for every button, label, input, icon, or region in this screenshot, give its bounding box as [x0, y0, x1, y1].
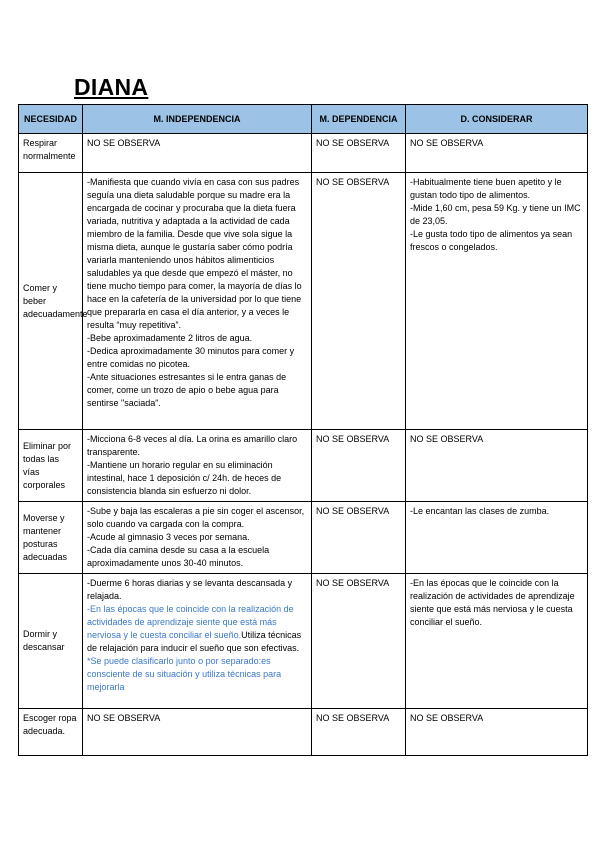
- independencia-text: -En las épocas que le coincide con la realización de actividades de aprendizaje siente que está más nerviosa y le cuesta conciliar el sueño.: [87, 604, 294, 640]
- dependencia-text: NO SE OBSERVA: [316, 177, 390, 187]
- cell-dependencia: [312, 502, 406, 574]
- independencia-text: -Dedica aproximadamente 30 minutos para comer y entre comidas no picotea.: [87, 346, 295, 369]
- necesidad-text: Comer y beber adecuadamente: [23, 282, 88, 319]
- considerar-text: -En las épocas que le coincide con la realización de actividades de aprendizaje siente que está más nerviosa y le cuesta conciliar el sueño.: [410, 578, 575, 627]
- cell-dependencia: [312, 134, 406, 173]
- independencia-text: -Cada día camina desde su casa a la escuela aproximadamente unos 30-40 minutos.: [87, 545, 270, 568]
- considerar-text: -Mide 1,60 cm, pesa 59 Kg. y tiene un IMC de 23,05.: [410, 203, 581, 226]
- cell-considerar: [406, 173, 588, 430]
- considerar-text: NO SE OBSERVA: [410, 434, 484, 444]
- header-considerar: D. CONSIDERAR: [406, 105, 588, 134]
- cell-necesidad: [19, 574, 83, 709]
- independencia-text: NO SE OBSERVA: [87, 713, 161, 723]
- independencia-paragraph: [87, 332, 307, 345]
- independencia-text: -Bebe aproximadamente 2 litros de agua.: [87, 333, 253, 343]
- dependencia-text: NO SE OBSERVA: [316, 138, 390, 148]
- independencia-text: *Se puede clasificarlo junto o por separado:es consciente de su situación y utiliza técnicas para mejorarla: [87, 656, 282, 692]
- independencia-text: -Acude al gimnasio 3 veces por semana.: [87, 532, 250, 542]
- cell-necesidad: [19, 709, 83, 756]
- table-body: [19, 134, 588, 756]
- independencia-text: -Sube y baja las escaleras a pie sin coger el ascensor, solo cuando va cargada con la compra.: [87, 506, 305, 529]
- independencia-paragraph: [87, 459, 307, 498]
- independencia-paragraph: [87, 176, 307, 332]
- cell-considerar: [406, 502, 588, 574]
- independencia-text: -Ante situaciones estresantes si le entra ganas de comer, come un trozo de apio o bebe agua para sentirse "saciada".: [87, 372, 287, 408]
- independencia-paragraph: [87, 371, 307, 410]
- header-necesidad: NECESIDAD: [19, 105, 83, 134]
- cell-necesidad: [19, 173, 88, 430]
- cell-necesidad: [19, 502, 83, 574]
- table-row: [19, 502, 588, 574]
- dependencia-text: NO SE OBSERVA: [316, 713, 390, 723]
- cell-independencia: [83, 430, 312, 502]
- dependencia-text: NO SE OBSERVA: [316, 434, 390, 444]
- table-row: [19, 709, 588, 756]
- independencia-text: -Duerme 6 horas diarias y se levanta descansada y relajada.: [87, 578, 293, 601]
- considerar-text: -Le gusta todo tipo de alimentos ya sean frescos o congelados.: [410, 229, 573, 252]
- header-dependencia: M. DEPENDENCIA: [312, 105, 406, 134]
- necesidad-text: Moverse y mantener posturas adecuadas: [23, 512, 68, 562]
- page-title: DIANA: [74, 74, 149, 100]
- necesidad-text: Eliminar por todas las vías corporales: [23, 440, 72, 490]
- independencia-paragraph: [87, 577, 307, 603]
- considerar-text: NO SE OBSERVA: [410, 138, 484, 148]
- cell-independencia: [83, 709, 312, 756]
- considerar-text: NO SE OBSERVA: [410, 713, 484, 723]
- considerar-text: -Le encantan las clases de zumba.: [410, 506, 550, 516]
- necesidad-text: Respirar normalmente: [23, 138, 76, 161]
- considerar-text: -Habitualmente tiene buen apetito y le gustan todo tipo de alimentos.: [410, 177, 562, 200]
- cell-independencia: [83, 574, 312, 709]
- independencia-paragraph: [87, 137, 307, 150]
- dependencia-text: NO SE OBSERVA: [316, 506, 390, 516]
- independencia-paragraph: [87, 345, 307, 371]
- cell-necesidad: [19, 134, 83, 173]
- independencia-paragraph: [87, 544, 307, 570]
- independencia-text: -Mantiene un horario regular en su eliminación intestinal, hace 1 deposición c/ 24h. de heces de consistencia blanda sin esfuerzo ni dolor.: [87, 460, 282, 496]
- cell-dependencia: [312, 574, 406, 709]
- independencia-paragraph: [87, 655, 307, 694]
- independencia-paragraph: [87, 712, 307, 725]
- cell-dependencia: [312, 709, 406, 756]
- cell-dependencia: [312, 430, 406, 502]
- cell-independencia: [83, 134, 312, 173]
- needs-table: [18, 104, 588, 756]
- table-row: [19, 134, 588, 173]
- independencia-paragraph: [87, 505, 307, 531]
- dependencia-text: NO SE OBSERVA: [316, 578, 390, 588]
- cell-considerar: [406, 430, 588, 502]
- table-row: [19, 574, 588, 709]
- header-independencia: M. INDEPENDENCIA: [83, 105, 312, 134]
- independencia-paragraph: [87, 433, 307, 459]
- table-row: [19, 173, 588, 430]
- cell-considerar: [406, 574, 588, 709]
- independencia-text: -Manifiesta que cuando vivía en casa con sus padres seguía una dieta saludable porque su madre era la encargada de cocinar y procuraba que la dieta fuera variada, nutritiva y adaptada a la actividad de cada miembro de la familia. Desde que vive sola sigue la misma dieta, aunque le gustaría saber cómo podría variarla manteniendo unos hábitos alimenticios saludables ya que desde que empezó el máster, no tiene mucho tiempo para comer, la mayoría de días lo hace en la cafetería de la universidad por lo que tiene que prepararla en casa el día anterior, y a veces le resulta “muy repetitiva”.: [87, 177, 302, 330]
- independencia-text: -Micciona 6-8 veces al día. La orina es amarillo claro transparente.: [87, 434, 298, 457]
- table-row: [19, 430, 588, 502]
- cell-considerar: [406, 709, 588, 756]
- necesidad-text: Dormir y descansar: [23, 629, 65, 652]
- independencia-paragraph: [87, 603, 307, 655]
- cell-dependencia: [312, 173, 406, 430]
- independencia-paragraph: [87, 531, 307, 544]
- necesidad-text: Escoger ropa adecuada.: [23, 713, 77, 736]
- cell-independencia: [83, 173, 312, 430]
- independencia-text: NO SE OBSERVA: [87, 138, 161, 148]
- cell-considerar: [406, 134, 588, 173]
- independencia-suffix: Utiliza técnicas de relajación para inducir el sueño que son efectivas.: [87, 630, 302, 653]
- table-header-row: [19, 105, 588, 134]
- cell-independencia: [83, 502, 312, 574]
- cell-necesidad: [19, 430, 83, 502]
